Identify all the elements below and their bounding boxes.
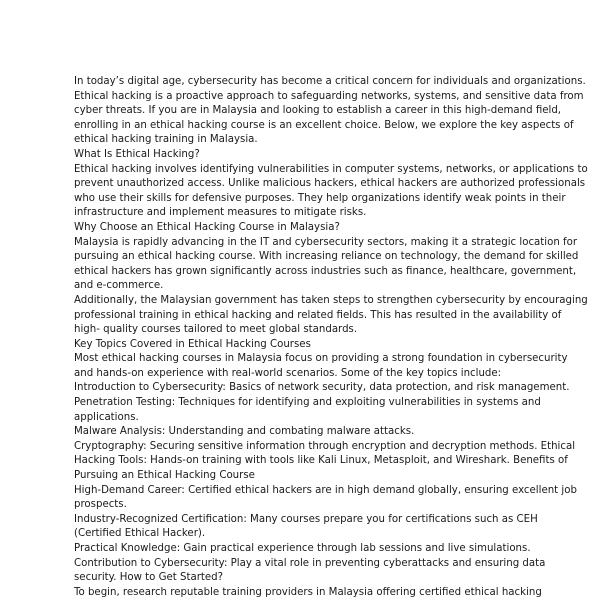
text-line: enrolling in an ethical hacking course is an excellent choice. Below, we explore the key aspects of <box>74 119 574 131</box>
text-line: prevent unauthorized access. Unlike malicious hackers, ethical hackers are authorized professionals <box>74 178 586 190</box>
text-line: To begin, research reputable training providers in Malaysia offering certified ethical hacking <box>74 586 542 598</box>
list-item: Penetration Testing: Techniques for identifying and exploiting vulnerabilities in systems and <box>74 397 541 409</box>
text-line: In today’s digital age, cybersecurity has become a critical concern for individuals and organizations. <box>74 76 586 87</box>
section-heading: Key Topics Covered in Ethical Hacking Courses <box>74 338 311 350</box>
list-item: Introduction to Cybersecurity: Basics of network security, data protection, and risk management. <box>74 382 570 394</box>
text-line: and hands-on experience with real-world scenarios. Some of the key topics include: <box>74 367 502 379</box>
text-line: Additionally, the Malaysian government has taken steps to strengthen cybersecurity by encouraging <box>74 294 588 306</box>
list-item: High-Demand Career: Certified ethical hackers are in high demand globally, ensuring excellent job <box>74 484 577 496</box>
list-item: Industry-Recognized Certification: Many courses prepare you for certifications such as CEH <box>74 513 538 525</box>
text-line: who use their skills for defensive purposes. They help organizations identify weak points in their <box>74 192 566 204</box>
text-line: Hacking Tools: Hands-on training with tools like Kali Linux, Metasploit, and Wireshark. Benefits of <box>74 455 568 467</box>
text-line: Ethical hacking is a proactive approach to safeguarding networks, systems, and sensitive data from <box>74 90 584 102</box>
text-line: pursuing an ethical hacking course. With increasing reliance on technology, the demand for skilled <box>74 251 579 263</box>
text-line: prospects. <box>74 499 127 511</box>
text-line: Most ethical hacking courses in Malaysia focus on providing a strong foundation in cybersecurity <box>74 353 568 365</box>
text-line: applications. <box>74 411 139 423</box>
text-line: (Certified Ethical Hacker). <box>74 528 206 540</box>
text-line: ethical hackers has grown significantly across industries such as finance, healthcare, government, <box>74 265 577 277</box>
section-heading: What Is Ethical Hacking? <box>74 148 200 160</box>
list-item: Contribution to Cybersecurity: Play a vital role in preventing cyberattacks and ensuring data <box>74 557 546 569</box>
text-line: high- quality courses tailored to meet global standards. <box>74 324 358 336</box>
list-item: Practical Knowledge: Gain practical experience through lab sessions and live simulations. <box>74 543 531 554</box>
text-line: security. How to Get Started? <box>74 572 224 584</box>
list-item: Cryptography: Securing sensitive information through encryption and decryption methods. Ethical <box>74 440 576 452</box>
text-line: Ethical hacking involves identifying vulnerabilities in computer systems, networks, or applications to <box>74 163 588 175</box>
text-line: Pursuing an Ethical Hacking Course <box>74 470 255 482</box>
text-line: Malaysia is rapidly advancing in the IT and cybersecurity sectors, making it a strategic location for <box>74 236 578 248</box>
list-item: Malware Analysis: Understanding and combating malware attacks. <box>74 426 415 438</box>
text-line: ethical hacking training in Malaysia. <box>74 134 258 146</box>
section-heading: Why Choose an Ethical Hacking Course in Malaysia? <box>74 221 340 233</box>
text-line: professional training in ethical hacking and related fields. This has resulted in the availability of <box>74 309 562 321</box>
document-body <box>74 75 588 600</box>
text-line: infrastructure and implement measures to mitigate risks. <box>74 207 367 219</box>
text-line: and e-commerce. <box>74 280 164 292</box>
text-line: cyber threats. If you are in Malaysia and looking to establish a career in this high-demand field, <box>74 105 562 117</box>
